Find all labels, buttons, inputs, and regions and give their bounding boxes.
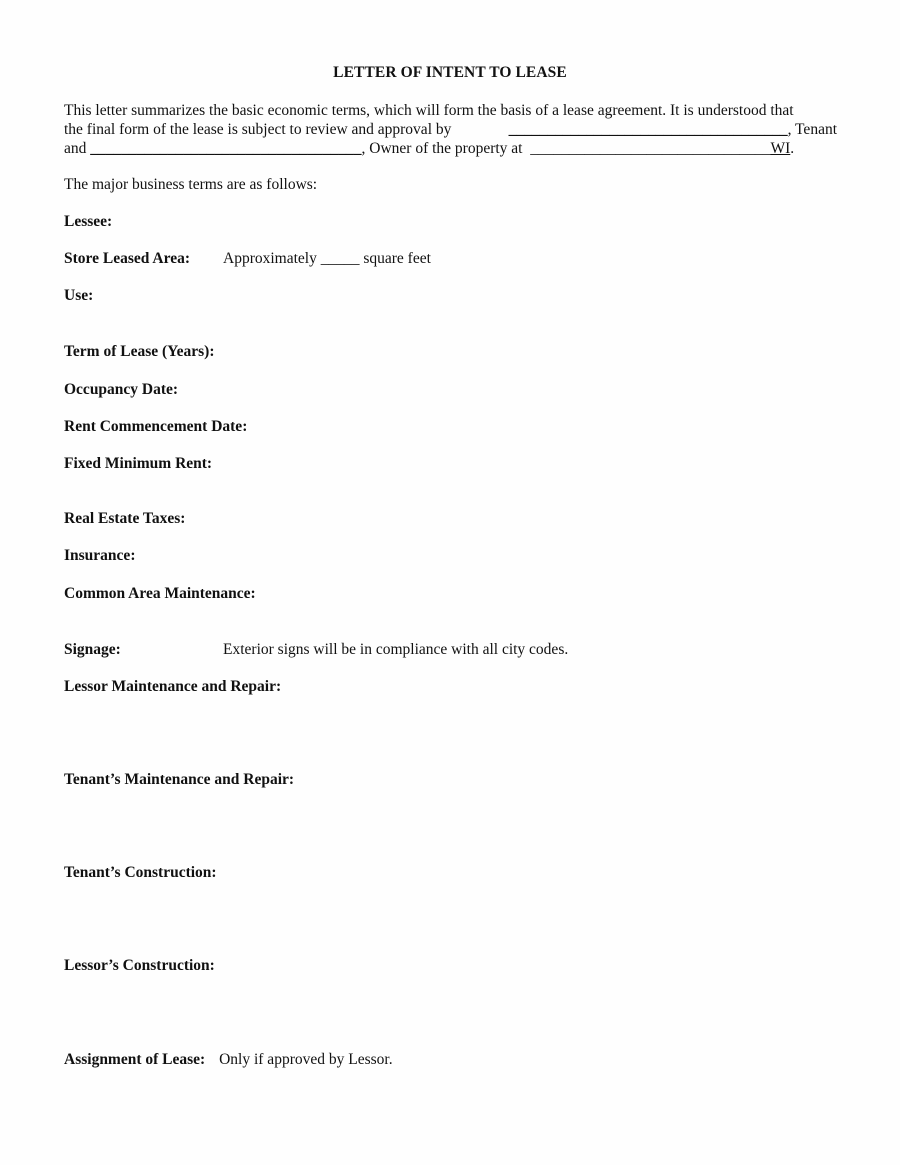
fixed-minimum-rent-label: Fixed Minimum Rent:: [64, 455, 213, 472]
intro-line-2-text: the final form of the lease is subject to review and approval by: [64, 121, 452, 138]
use-label: Use:: [64, 287, 94, 304]
intro-line-3-and: and: [64, 140, 87, 157]
term-of-lease-label: Term of Lease (Years):: [64, 343, 215, 360]
store-leased-area-row: [64, 250, 431, 268]
assignment-of-lease-row: [64, 1051, 393, 1069]
insurance-label: Insurance:: [64, 547, 136, 564]
assignment-of-lease-value: Only if approved by Lessor.: [219, 1051, 393, 1068]
intro-line-2-tenant: , Tenant: [787, 121, 837, 138]
property-blank: _______________________________: [530, 140, 771, 157]
signage-row: [64, 641, 569, 659]
lessee-label: Lessee:: [64, 213, 113, 230]
terms-intro: The major business terms are as follows:: [64, 176, 318, 193]
document-title: LETTER OF INTENT TO LEASE: [333, 64, 567, 81]
rent-commencement-date-label: Rent Commencement Date:: [64, 418, 248, 435]
assignment-of-lease-label: Assignment of Lease:: [64, 1051, 206, 1068]
tenant-maintenance-label: Tenant’s Maintenance and Repair:: [64, 771, 295, 788]
intro-line-1-text: This letter summarizes the basic economic terms, which will form the basis of a lease agreement. It is understood that: [64, 102, 794, 119]
intro-paragraph: [64, 101, 837, 158]
intro-line-1: [64, 101, 837, 120]
lessor-construction-label: Lessor’s Construction:: [64, 957, 215, 974]
occupancy-date-label: Occupancy Date:: [64, 381, 179, 398]
tenant-construction-label: Tenant’s Construction:: [64, 864, 217, 881]
tenant-blank: ____________________________________: [508, 121, 788, 138]
lessor-maintenance-label: Lessor Maintenance and Repair:: [64, 678, 282, 695]
intro-line-3-owner: , Owner of the property at: [361, 140, 523, 157]
real-estate-taxes-label: Real Estate Taxes:: [64, 510, 186, 527]
signage-value: Exterior signs will be in compliance with all city codes.: [223, 641, 569, 658]
intro-line-3: [64, 139, 837, 158]
state-wi: WI: [770, 140, 791, 157]
store-leased-area-value: Approximately _____ square feet: [223, 250, 431, 267]
intro-line-3-end: .: [790, 140, 795, 157]
store-leased-area-label: Store Leased Area:: [64, 250, 190, 267]
owner-blank: ___________________________________: [90, 140, 362, 157]
intro-line-2: [64, 120, 837, 139]
signage-label: Signage:: [64, 641, 121, 658]
common-area-maintenance-label: Common Area Maintenance:: [64, 585, 256, 602]
